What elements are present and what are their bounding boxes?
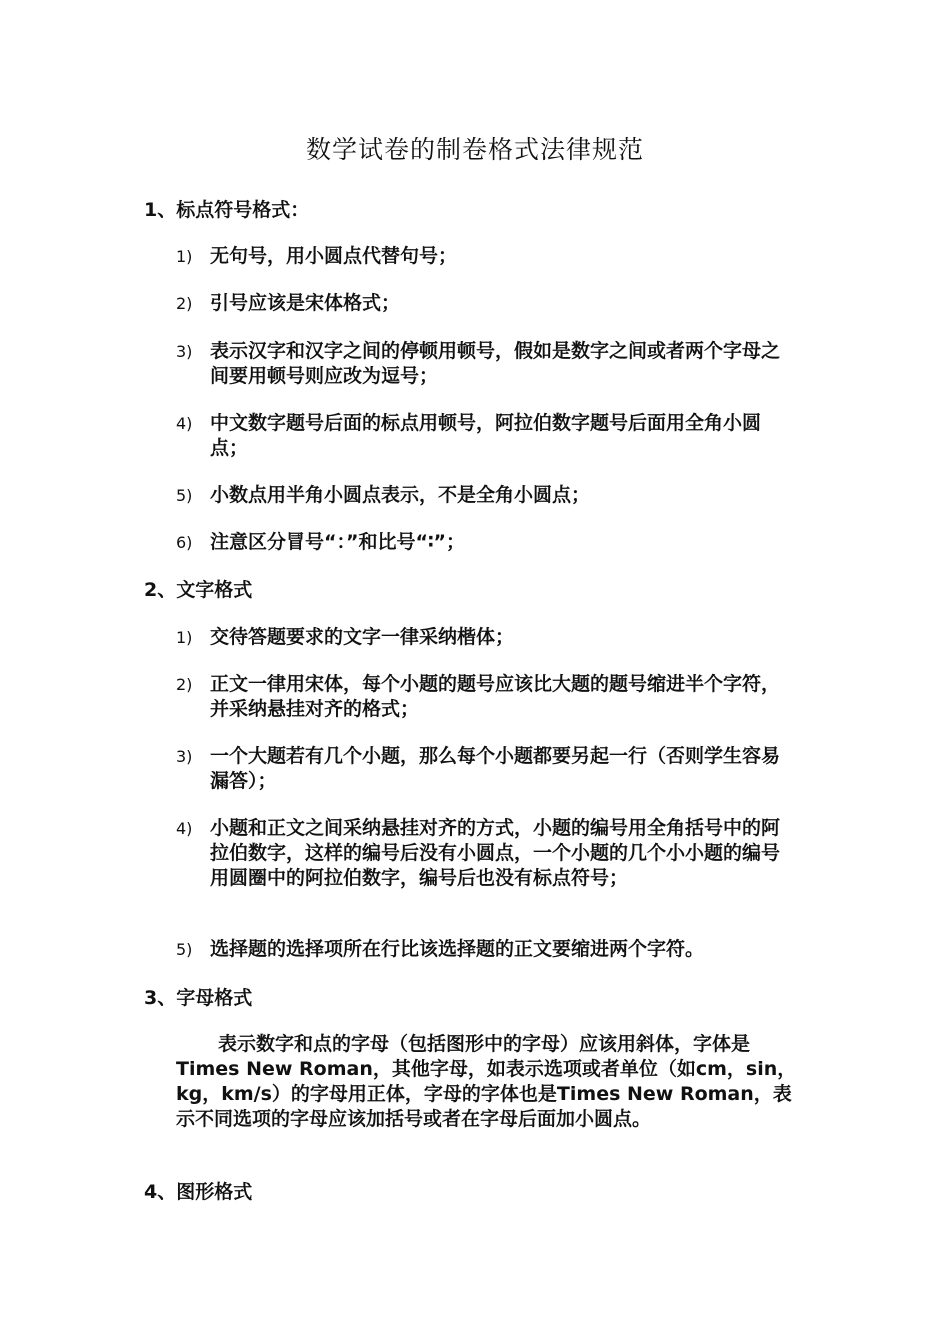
list-item (176, 816, 796, 891)
item-text: 正文一律用宋体，每个小题的题号应该比大题的题号缩进半个字符，并采纳悬挂对齐的格式； (210, 673, 781, 720)
item-text: 中文数字题号后面的标点用顿号，阿拉伯数字题号后面用全角小圆点； (210, 412, 762, 459)
list-item (176, 411, 796, 461)
section-heading-text-format: 2、文字格式 (144, 579, 253, 601)
list-item (176, 937, 796, 962)
item-text: 选择题的选择项所在行比该选择题的正文要缩进两个字符。 (210, 938, 705, 960)
list-item (176, 339, 796, 389)
item-number: 2) (176, 294, 193, 313)
item-number: 5) (176, 940, 193, 959)
list-item (176, 530, 796, 555)
list-item (176, 625, 796, 650)
document-title: 数学试卷的制卷格式法律规范 (305, 135, 644, 164)
list-item (176, 483, 796, 508)
item-text: 小数点用半角小圆点表示，不是全角小圆点； (210, 484, 591, 506)
list-item (176, 244, 796, 269)
list-item (176, 672, 796, 722)
list-item (176, 744, 796, 794)
item-text: 一个大题若有几个小题，那么每个小题都要另起一行（否则学生容易漏答）； (210, 745, 781, 792)
item-number: 3) (176, 747, 193, 766)
item-number: 1) (176, 628, 193, 647)
item-number: 3) (176, 342, 193, 361)
item-text: 注意区分冒号“：”和比号“∶”； (210, 531, 466, 553)
item-number: 4) (176, 819, 193, 838)
item-number: 6) (176, 533, 193, 552)
item-number: 5) (176, 486, 193, 505)
section-heading-figure-format: 4、图形格式 (144, 1181, 253, 1203)
item-number: 1) (176, 247, 193, 266)
item-text: 小题和正文之间采纳悬挂对齐的方式，小题的编号用全角括号中的阿拉伯数字，这样的编号后没有小圆点，一个小题的几个小小题的编号用圆圈中的阿拉伯数字，编号后也没有标点符号； (210, 817, 781, 889)
section-heading-letter-format: 3、字母格式 (144, 987, 253, 1009)
section-heading-punctuation: 1、标点符号格式： (144, 199, 310, 221)
item-text: 无句号，用小圆点代替句号； (210, 245, 458, 267)
list-item (176, 291, 796, 316)
item-number: 2) (176, 675, 193, 694)
item-text: 表示汉字和汉字之间的停顿用顿号，假如是数字之间或者两个字母之间要用顿号则应改为逗号； (210, 340, 781, 387)
letter-format-paragraph: 表示数字和点的字母（包括图形中的字母）应该用斜体，字体是Times New Roman，其他字母，如表示选项或者单位（如cm，sin，kg，km/s）的字母用正体，字母的字体也是Times New Roman，表示不同选项的字母应该加括号或者在字母后面加小圆点。 (176, 1033, 797, 1130)
item-number: 4) (176, 414, 193, 433)
item-text: 引号应该是宋体格式； (210, 292, 401, 314)
item-text: 交待答题要求的文字一律采纳楷体； (210, 626, 515, 648)
